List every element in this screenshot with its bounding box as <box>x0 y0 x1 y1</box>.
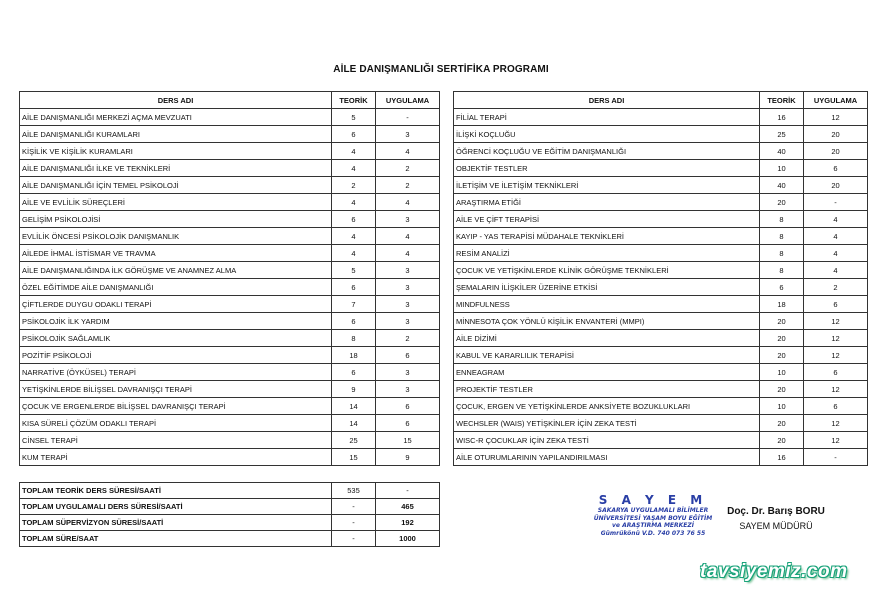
practice-hours-cell: 12 <box>804 432 868 449</box>
practice-hours-cell: 6 <box>376 415 440 432</box>
course-name-cell: KAYIP - YAS TERAPİSİ MÜDAHALE TEKNİKLERİ <box>454 228 760 245</box>
theory-hours-cell: 8 <box>760 245 804 262</box>
theory-hours-cell: 8 <box>332 330 376 347</box>
practice-hours-cell: 3 <box>376 296 440 313</box>
table-row <box>454 364 868 381</box>
theory-hours-cell: 20 <box>760 347 804 364</box>
table-row <box>454 415 868 432</box>
totals-table <box>19 482 440 547</box>
table-row <box>454 279 868 296</box>
practice-hours-cell: 12 <box>804 109 868 126</box>
theory-hours-cell: 40 <box>760 143 804 160</box>
theory-hours-cell: 535 <box>332 483 376 499</box>
course-table-left <box>19 91 440 466</box>
theory-hours-cell: 6 <box>332 279 376 296</box>
theory-hours-cell: 20 <box>760 194 804 211</box>
watermark: tavsiyemiz.com <box>700 561 848 582</box>
table-row <box>20 228 440 245</box>
signer-role: SAYEM MÜDÜRÜ <box>739 521 813 531</box>
theory-hours-cell: 20 <box>760 415 804 432</box>
practice-hours-cell: 6 <box>376 398 440 415</box>
theory-hours-cell: 16 <box>760 109 804 126</box>
theory-hours-cell: 8 <box>760 228 804 245</box>
theory-hours-cell: 20 <box>760 432 804 449</box>
course-name-cell: NARRATİVE (ÖYKÜSEL) TERAPİ <box>20 364 332 381</box>
table-row <box>20 143 440 160</box>
table-row <box>454 330 868 347</box>
practice-hours-cell: 4 <box>376 194 440 211</box>
practice-hours-cell: 4 <box>376 228 440 245</box>
document-title: AİLE DANIŞMANLIĞI SERTİFİKA PROGRAMI <box>333 64 549 75</box>
sayem-stamp <box>583 494 723 537</box>
theory-hours-cell: 20 <box>760 330 804 347</box>
course-name-cell: FİLİAL TERAPİ <box>454 109 760 126</box>
practice-hours-cell: 12 <box>804 347 868 364</box>
table-row <box>454 194 868 211</box>
signer-name: Doç. Dr. Barış BORU <box>727 506 825 517</box>
theory-hours-cell: 20 <box>760 313 804 330</box>
course-name-cell: ARAŞTIRMA ETİĞİ <box>454 194 760 211</box>
course-name-cell: TOPLAM SÜRE/SAAT <box>20 531 332 547</box>
theory-hours-cell: - <box>332 531 376 547</box>
course-name-cell: GELİŞİM PSİKOLOJİSİ <box>20 211 332 228</box>
course-name-cell: TOPLAM TEORİK DERS SÜRESİ/SAATİ <box>20 483 332 499</box>
practice-hours-cell: 12 <box>804 313 868 330</box>
table-row <box>454 160 868 177</box>
practice-hours-cell: 4 <box>804 245 868 262</box>
table-row <box>20 211 440 228</box>
practice-hours-cell: 4 <box>376 245 440 262</box>
practice-hours-cell: 4 <box>804 228 868 245</box>
theory-hours-cell: - <box>332 499 376 515</box>
table-row <box>454 126 868 143</box>
course-name-cell: YETİŞKİNLERDE BİLİŞSEL DAVRANIŞÇI TERAPİ <box>20 381 332 398</box>
practice-hours-cell: 3 <box>376 126 440 143</box>
practice-hours-cell: 9 <box>376 449 440 466</box>
practice-hours-cell: 12 <box>804 381 868 398</box>
practice-hours-cell: 12 <box>804 415 868 432</box>
theory-hours-cell: 25 <box>760 126 804 143</box>
course-name-cell: KUM TERAPİ <box>20 449 332 466</box>
table-row <box>454 262 868 279</box>
course-name-cell: AİLE DANIŞMANLIĞI KURAMLARI <box>20 126 332 143</box>
practice-hours-cell: 15 <box>376 432 440 449</box>
theory-hours-cell: 6 <box>332 313 376 330</box>
table-row <box>20 415 440 432</box>
course-name-cell: MINDFULNESS <box>454 296 760 313</box>
practice-hours-cell: 20 <box>804 126 868 143</box>
practice-hours-cell: 4 <box>804 211 868 228</box>
course-name-cell: WECHSLER (WAIS) YETİŞKİNLER İÇİN ZEKA TESTİ <box>454 415 760 432</box>
theory-hours-cell: 40 <box>760 177 804 194</box>
course-name-cell: KABUL VE KARARLILIK TERAPİSİ <box>454 347 760 364</box>
theory-hours-cell: 4 <box>332 228 376 245</box>
table-row <box>20 483 440 499</box>
theory-hours-cell: 9 <box>332 381 376 398</box>
theory-hours-cell: 25 <box>332 432 376 449</box>
table-row <box>454 228 868 245</box>
table-row <box>20 531 440 547</box>
course-name-cell: ÖZEL EĞİTİMDE AİLE DANIŞMANLIĞI <box>20 279 332 296</box>
theory-hours-cell: 18 <box>760 296 804 313</box>
practice-hours-cell: 6 <box>804 398 868 415</box>
table-row <box>20 262 440 279</box>
theory-hours-cell: 6 <box>332 126 376 143</box>
practice-hours-cell: 1000 <box>376 531 440 547</box>
table-row <box>454 313 868 330</box>
course-name-cell: MİNNESOTA ÇOK YÖNLÜ KİŞİLİK ENVANTERİ (MMPI) <box>454 313 760 330</box>
course-name-cell: ÇOCUK VE ERGENLERDE BİLİŞSEL DAVRANIŞÇI TERAPİ <box>20 398 332 415</box>
theory-hours-cell: 5 <box>332 262 376 279</box>
stamp-line: Gümrükönü V.D. 740 073 76 55 <box>600 529 706 537</box>
theory-hours-cell: 10 <box>760 364 804 381</box>
course-name-cell: AİLE OTURUMLARININ YAPILANDIRILMASI <box>454 449 760 466</box>
header-course-name: DERS ADI <box>20 92 332 109</box>
course-name-cell: TOPLAM SÜPERVİZYON SÜRESİ/SAATİ <box>20 515 332 531</box>
practice-hours-cell: 3 <box>376 262 440 279</box>
course-name-cell: OBJEKTİF TESTLER <box>454 160 760 177</box>
course-name-cell: ÖĞRENCİ KOÇLUĞU VE EĞİTİM DANIŞMANLIĞI <box>454 143 760 160</box>
course-name-cell: KİŞİLİK VE KİŞİLİK KURAMLARI <box>20 143 332 160</box>
course-name-cell: ENNEAGRAM <box>454 364 760 381</box>
practice-hours-cell: 6 <box>804 160 868 177</box>
course-name-cell: AİLE DANIŞMANLIĞINDA İLK GÖRÜŞME VE ANAMNEZ ALMA <box>20 262 332 279</box>
theory-hours-cell: 15 <box>332 449 376 466</box>
stamp-line: ve ARAŞTIRMA MERKEZİ <box>612 522 694 529</box>
header-theory: TEORİK <box>332 92 376 109</box>
practice-hours-cell: - <box>804 449 868 466</box>
course-table-right <box>453 91 868 466</box>
theory-hours-cell: 7 <box>332 296 376 313</box>
table-row <box>20 126 440 143</box>
stamp-line: SAKARYA UYGULAMALI BİLİMLER <box>597 507 709 514</box>
practice-hours-cell: 3 <box>376 381 440 398</box>
table-row <box>20 381 440 398</box>
course-name-cell: AİLE DANIŞMANLIĞI İLKE VE TEKNİKLERİ <box>20 160 332 177</box>
course-name-cell: CİNSEL TERAPİ <box>20 432 332 449</box>
practice-hours-cell: 2 <box>376 330 440 347</box>
practice-hours-cell: - <box>804 194 868 211</box>
theory-hours-cell: - <box>332 515 376 531</box>
practice-hours-cell: 3 <box>376 364 440 381</box>
table-header-row <box>454 92 868 109</box>
course-name-cell: AİLE DANIŞMANLIĞI İÇİN TEMEL PSİKOLOJİ <box>20 177 332 194</box>
practice-hours-cell: 4 <box>376 143 440 160</box>
course-name-cell: POZİTİF PSİKOLOJİ <box>20 347 332 364</box>
table-row <box>20 432 440 449</box>
header-course-name: DERS ADI <box>454 92 760 109</box>
table-row <box>20 330 440 347</box>
course-name-cell: PSİKOLOJİK SAĞLAMLIK <box>20 330 332 347</box>
course-name-cell: PSİKOLOJİK İLK YARDIM <box>20 313 332 330</box>
course-name-cell: İLİŞKİ KOÇLUĞU <box>454 126 760 143</box>
table-row <box>20 515 440 531</box>
practice-hours-cell: 2 <box>376 177 440 194</box>
table-row <box>454 296 868 313</box>
practice-hours-cell: 3 <box>376 279 440 296</box>
table-row <box>20 177 440 194</box>
table-row <box>20 364 440 381</box>
practice-hours-cell: 4 <box>804 262 868 279</box>
table-row <box>20 499 440 515</box>
theory-hours-cell: 6 <box>760 279 804 296</box>
table-row <box>454 398 868 415</box>
table-row <box>20 160 440 177</box>
theory-hours-cell: 8 <box>760 211 804 228</box>
theory-hours-cell: 4 <box>332 143 376 160</box>
course-name-cell: AİLE VE ÇİFT TERAPİSİ <box>454 211 760 228</box>
theory-hours-cell: 18 <box>332 347 376 364</box>
table-row <box>454 381 868 398</box>
table-row <box>454 109 868 126</box>
course-name-cell: AİLE VE EVLİLİK SÜREÇLERİ <box>20 194 332 211</box>
theory-hours-cell: 8 <box>760 262 804 279</box>
table-row <box>20 109 440 126</box>
table-row <box>454 143 868 160</box>
theory-hours-cell: 20 <box>760 381 804 398</box>
course-name-cell: AİLE DANIŞMANLIĞI MERKEZİ AÇMA MEVZUATI <box>20 109 332 126</box>
table-header-row <box>20 92 440 109</box>
practice-hours-cell: - <box>376 109 440 126</box>
stamp-line: ÜNİVERSİTESİ YAŞAM BOYU EĞİTİM <box>593 514 713 522</box>
table-row <box>454 432 868 449</box>
table-row <box>20 296 440 313</box>
theory-hours-cell: 4 <box>332 160 376 177</box>
table-row <box>454 449 868 466</box>
practice-hours-cell: 12 <box>804 330 868 347</box>
practice-hours-cell: 3 <box>376 313 440 330</box>
theory-hours-cell: 6 <box>332 211 376 228</box>
table-row <box>20 194 440 211</box>
course-name-cell: KISA SÜRELİ ÇÖZÜM ODAKLI TERAPİ <box>20 415 332 432</box>
theory-hours-cell: 14 <box>332 415 376 432</box>
practice-hours-cell: 20 <box>804 177 868 194</box>
course-name-cell: ÇİFTLERDE DUYGU ODAKLI TERAPİ <box>20 296 332 313</box>
course-name-cell: İLETİŞİM VE İLETİŞİM TEKNİKLERİ <box>454 177 760 194</box>
theory-hours-cell: 10 <box>760 160 804 177</box>
table-row <box>20 313 440 330</box>
practice-hours-cell: 3 <box>376 211 440 228</box>
course-name-cell: TOPLAM UYGULAMALI DERS SÜRESİ/SAATİ <box>20 499 332 515</box>
theory-hours-cell: 16 <box>760 449 804 466</box>
course-name-cell: PROJEKTİF TESTLER <box>454 381 760 398</box>
course-name-cell: ÇOCUK, ERGEN VE YETİŞKİNLERDE ANKSİYETE BOZUKLUKLARI <box>454 398 760 415</box>
course-name-cell: EVLİLİK ÖNCESİ PSİKOLOJİK DANIŞMANLIK <box>20 228 332 245</box>
table-row <box>454 177 868 194</box>
course-name-cell: AİLE DİZİMİ <box>454 330 760 347</box>
practice-hours-cell: 6 <box>376 347 440 364</box>
theory-hours-cell: 2 <box>332 177 376 194</box>
table-row <box>20 279 440 296</box>
practice-hours-cell: 20 <box>804 143 868 160</box>
table-row <box>454 347 868 364</box>
header-practice: UYGULAMA <box>804 92 868 109</box>
theory-hours-cell: 5 <box>332 109 376 126</box>
practice-hours-cell: 6 <box>804 364 868 381</box>
practice-hours-cell: 6 <box>804 296 868 313</box>
theory-hours-cell: 4 <box>332 194 376 211</box>
theory-hours-cell: 10 <box>760 398 804 415</box>
course-name-cell: RESİM ANALİZİ <box>454 245 760 262</box>
practice-hours-cell: 2 <box>804 279 868 296</box>
table-row <box>454 211 868 228</box>
course-name-cell: WISC-R ÇOCUKLAR İÇİN ZEKA TESTİ <box>454 432 760 449</box>
course-name-cell: ÇOCUK VE YETİŞKİNLERDE KLİNİK GÖRÜŞME TEKNİKLERİ <box>454 262 760 279</box>
stamp-title: S A Y E M <box>598 493 708 507</box>
signature-block <box>716 506 836 531</box>
table-row <box>20 449 440 466</box>
table-row <box>20 245 440 262</box>
course-name-cell: ŞEMALARIN İLİŞKİLER ÜZERİNE ETKİSİ <box>454 279 760 296</box>
practice-hours-cell: 192 <box>376 515 440 531</box>
table-row <box>20 347 440 364</box>
practice-hours-cell: - <box>376 483 440 499</box>
header-theory: TEORİK <box>760 92 804 109</box>
theory-hours-cell: 6 <box>332 364 376 381</box>
table-row <box>454 245 868 262</box>
course-name-cell: AİLEDE İHMAL İSTİSMAR VE TRAVMA <box>20 245 332 262</box>
table-row <box>20 398 440 415</box>
header-practice: UYGULAMA <box>376 92 440 109</box>
theory-hours-cell: 4 <box>332 245 376 262</box>
practice-hours-cell: 2 <box>376 160 440 177</box>
practice-hours-cell: 465 <box>376 499 440 515</box>
theory-hours-cell: 14 <box>332 398 376 415</box>
